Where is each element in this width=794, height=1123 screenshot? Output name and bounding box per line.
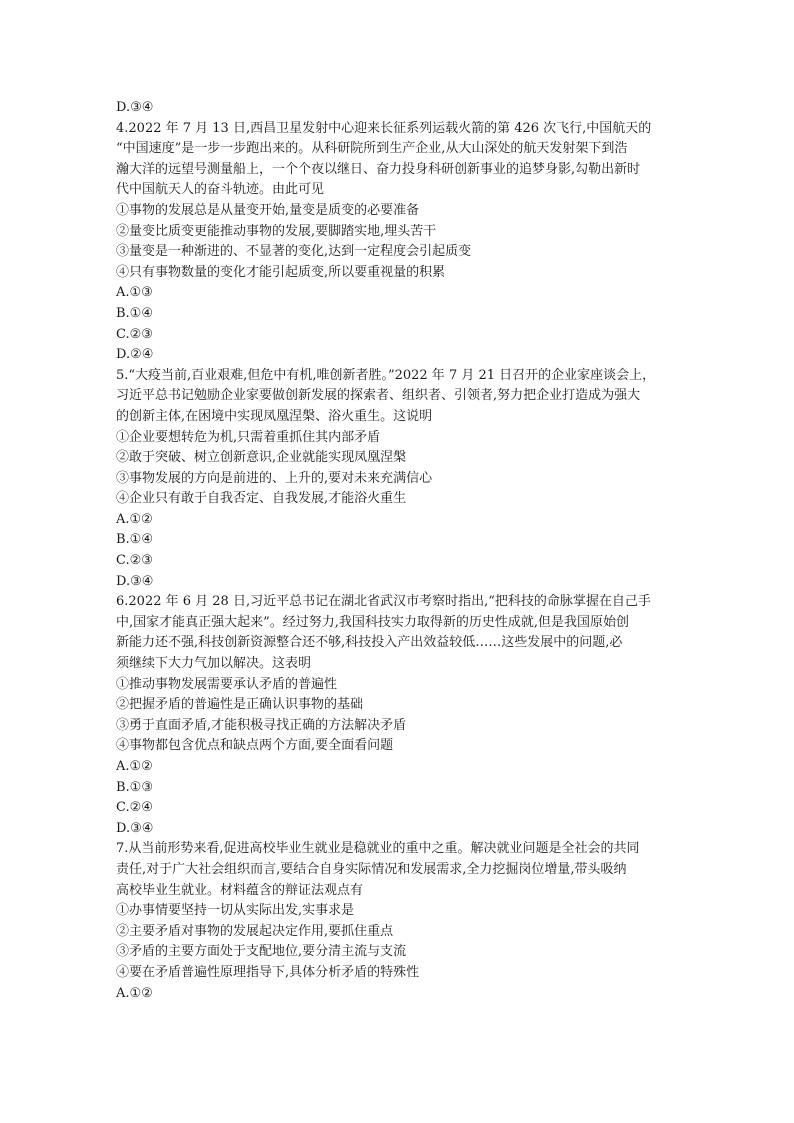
question-stem-line: 的创新主体,在困境中实现凤凰涅槃、浴火重生。这说明 xyxy=(116,408,433,424)
question-stem-line: 高校毕业生就业。材料蕴含的辩证法观点有 xyxy=(116,882,364,898)
question-stem-line: 新能力还不强,科技创新资源整合还不够,科技投入产出效益较低……这些发展中的问题,必 xyxy=(116,635,623,651)
question-stem-line: 中,国家才能真正强大起来”。经过努力,我国科技实力取得新的历史性成就,但是我国原始创 xyxy=(116,614,630,630)
statement-item: ①推动事物发展需要承认矛盾的普遍性 xyxy=(116,676,338,692)
statement-item: ②敢于突破、树立创新意识,企业就能实现凤凰涅槃 xyxy=(116,450,407,466)
answer-option: A.①② xyxy=(116,511,153,527)
answer-option: C.②③ xyxy=(116,553,153,569)
statement-item: ④只有事物数量的变化才能引起质变,所以要重视量的积累 xyxy=(116,264,446,280)
statement-item: ①事物的发展总是从量变开始,量变是质变的必要准备 xyxy=(116,202,420,218)
answer-option: A.①③ xyxy=(116,285,153,301)
question-list xyxy=(116,119,688,1005)
statement-item: ④企业只有敢于自我否定、自我发展,才能浴火重生 xyxy=(116,491,407,507)
statement-item: ③量变是一种渐进的、不显著的变化,达到一定程度会引起质变 xyxy=(116,244,472,260)
statement-item: ①办事情要坚持一切从实际出发,实事求是 xyxy=(116,903,355,919)
statement-item: ④要在矛盾普遍性原理指导下,具体分析矛盾的特殊性 xyxy=(116,964,420,980)
question-stem-line: 代中国航天人的奋斗轨迹。由此可见 xyxy=(116,182,325,198)
question-stem-line: “中国速度”是一步一步跑出来的。从科研院所到生产企业,从大山深处的航天发射架下到浩 xyxy=(116,141,628,157)
statement-item: ③勇于直面矛盾,才能积极寻找正确的方法解决矛盾 xyxy=(116,717,407,733)
answer-option: A.①② xyxy=(116,759,153,774)
question-block xyxy=(116,119,688,366)
question-block xyxy=(116,839,688,1004)
answer-option: A.①② xyxy=(116,985,153,1001)
question-stem-line: 4.2022 年 7 月 13 日,西昌卫星发射中心迎来长征系列运载火箭的第 426 次飞行,中国航天的 xyxy=(116,120,652,136)
question-block xyxy=(116,592,688,839)
answer-option: D.③④ xyxy=(116,573,154,589)
statement-item: ③事物发展的方向是前进的、上升的,要对未来充满信心 xyxy=(116,470,433,486)
statement-item: ②量变比质变更能推动事物的发展,要脚踏实地,埋头苦干 xyxy=(116,223,437,239)
previous-answer-option: D.③④ xyxy=(116,100,154,115)
answer-option: D.②④ xyxy=(116,347,154,363)
question-stem-line: 习近平总书记勉励企业家要做创新发展的探索者、组织者、引领者,努力把企业打造成为强大 xyxy=(116,388,641,404)
statement-item: ①企业要想转危为机,只需着重抓住其内部矛盾 xyxy=(116,429,381,445)
question-block xyxy=(116,366,688,593)
question-stem-line: 瀚大洋的远望号测量船上，一个个夜以继日、奋力投身科研创新事业的追梦身影,勾勒出新时 xyxy=(116,161,641,177)
statement-item: ②主要矛盾对事物的发展起决定作用,要抓住重点 xyxy=(116,923,394,939)
question-stem-line: 须继续下大力气加以解决。这表明 xyxy=(116,656,312,672)
exam-page xyxy=(116,98,688,1004)
answer-option: D.③④ xyxy=(116,820,154,836)
answer-option: C.②④ xyxy=(116,800,153,816)
question-stem-line: 6.2022 年 6 月 28 日,习近平总书记在湖北省武汉市考察时指出,“把科技的命脉掌握在自己手 xyxy=(116,594,651,610)
question-stem-line: 责任,对于广大社会组织而言,要结合自身实际情况和发展需求,全力挖掘岗位增量,带头吸纳 xyxy=(116,861,627,877)
answer-option: B.①③ xyxy=(116,779,153,795)
statement-item: ④事物都包含优点和缺点两个方面,要全面看问题 xyxy=(116,738,394,754)
question-stem-line: 5.“大疫当前,百业艰难,但危中有机,唯创新者胜。”2022 年 7 月 21 日召开的企业家座谈会上， xyxy=(116,367,656,383)
statement-item: ③矛盾的主要方面处于支配地位,要分清主流与支流 xyxy=(116,944,407,960)
answer-option: B.①④ xyxy=(116,532,153,548)
answer-option: C.②③ xyxy=(116,326,153,342)
answer-option: B.①④ xyxy=(116,305,153,321)
statement-item: ②把握矛盾的普遍性是正确认识事物的基础 xyxy=(116,697,364,713)
question-stem-line: 7.从当前形势来看,促进高校毕业生就业是稳就业的重中之重。解决就业问题是全社会的共同 xyxy=(116,841,640,857)
